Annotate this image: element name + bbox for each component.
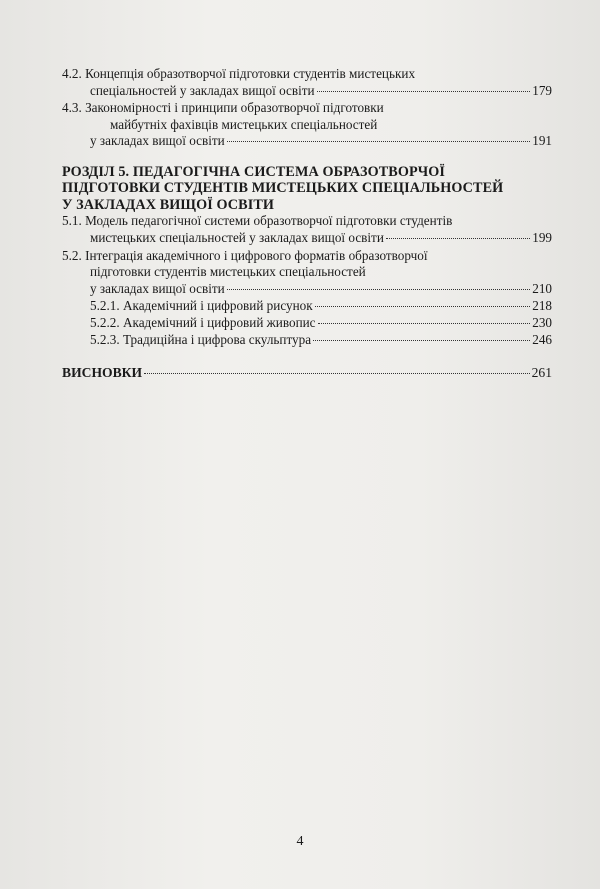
- toc-entry-4-3-line1: 4.3. Закономірності і принципи образотворчої підготовки: [62, 100, 384, 116]
- toc-entry-4-2-line1: 4.2. Концепція образотворчої підготовки студентів мистецьких: [62, 66, 416, 81]
- toc-entry-4-2-line2: [62, 83, 552, 100]
- toc-entry-4-3[interactable]: [62, 100, 552, 150]
- leader-dots: [227, 141, 530, 142]
- toc-entry-5-1-title-end: мистецьких спеціальностей у закладах вищої освіти: [90, 230, 384, 246]
- toc-entry-4-2[interactable]: [62, 66, 552, 99]
- toc-entry-5-2-title-end: у закладах вищої освіти: [90, 280, 225, 296]
- toc-entry-conclusions[interactable]: [62, 365, 552, 382]
- toc-entry-5-2-1-title: 5.2.1. Академічний і цифровий рисунок: [90, 298, 313, 314]
- leader-dots: [317, 91, 531, 92]
- toc-entry-conclusions-title: ВИСНОВКИ: [62, 365, 143, 381]
- leader-dots: [227, 289, 530, 290]
- section-5-heading-line1: РОЗДІЛ 5. ПЕДАГОГІЧНА СИСТЕМА ОБРАЗОТВОРЧОЇ: [62, 163, 446, 180]
- toc-entry-5-2-1[interactable]: [62, 298, 552, 315]
- toc-entry-5-1-line1: 5.1. Модель педагогічної системи образотворчої підготовки студентів: [62, 213, 453, 229]
- leader-dots: [313, 340, 530, 341]
- toc-entry-5-2-3-title: 5.2.3. Традиційна і цифрова скульптура: [90, 331, 312, 347]
- table-of-contents: [62, 66, 552, 382]
- toc-entry-4-2-page: 179: [532, 82, 552, 98]
- section-5-heading-line2: ПІДГОТОВКИ СТУДЕНТІВ МИСТЕЦЬКИХ СПЕЦІАЛЬНОСТЕЙ: [62, 180, 504, 197]
- toc-entry-5-2-1-page: 218: [532, 298, 552, 314]
- toc-entry-4-3-line3: [62, 133, 552, 150]
- toc-entry-5-2-2-page: 230: [532, 315, 552, 331]
- toc-entry-5-2-line1: 5.2. Інтеграція академічного і цифрового форматів образотворчої: [62, 247, 428, 263]
- leader-dots: [315, 306, 531, 307]
- toc-entry-5-1[interactable]: [62, 213, 552, 246]
- leader-dots: [144, 373, 530, 374]
- toc-entry-5-2-3[interactable]: [62, 332, 552, 349]
- toc-entry-4-3-line2: майбутніх фахівців мистецьких спеціальностей: [110, 116, 378, 132]
- toc-entry-5-2-3-page: 246: [532, 331, 552, 347]
- section-5-heading-line3: У ЗАКЛАДАХ ВИЩОЇ ОСВІТИ: [62, 196, 275, 213]
- leader-dots: [318, 323, 531, 324]
- toc-entry-5-2-2-title: 5.2.2. Академічний і цифровий живопис: [90, 315, 316, 331]
- toc-entry-4-3-page: 191: [532, 133, 552, 149]
- toc-entry-5-2[interactable]: [62, 248, 552, 298]
- leader-dots: [386, 238, 530, 239]
- toc-entry-5-1-page: 199: [532, 230, 552, 246]
- toc-entry-5-2-line3: [62, 281, 552, 298]
- page-number: 4: [296, 834, 304, 849]
- toc-entry-5-2-line2: підготовки студентів мистецьких спеціальностей: [90, 264, 366, 280]
- toc-entry-5-1-line2: [62, 230, 552, 247]
- toc-entry-5-2-2[interactable]: [62, 315, 552, 332]
- toc-entry-conclusions-page: 261: [531, 365, 552, 381]
- toc-entry-4-3-title-end: у закладах вищої освіти: [90, 133, 225, 149]
- toc-entry-4-2-title-end: спеціальностей у закладах вищої освіти: [90, 82, 315, 98]
- toc-entry-5-2-page: 210: [532, 280, 552, 296]
- section-5-heading: [62, 164, 552, 214]
